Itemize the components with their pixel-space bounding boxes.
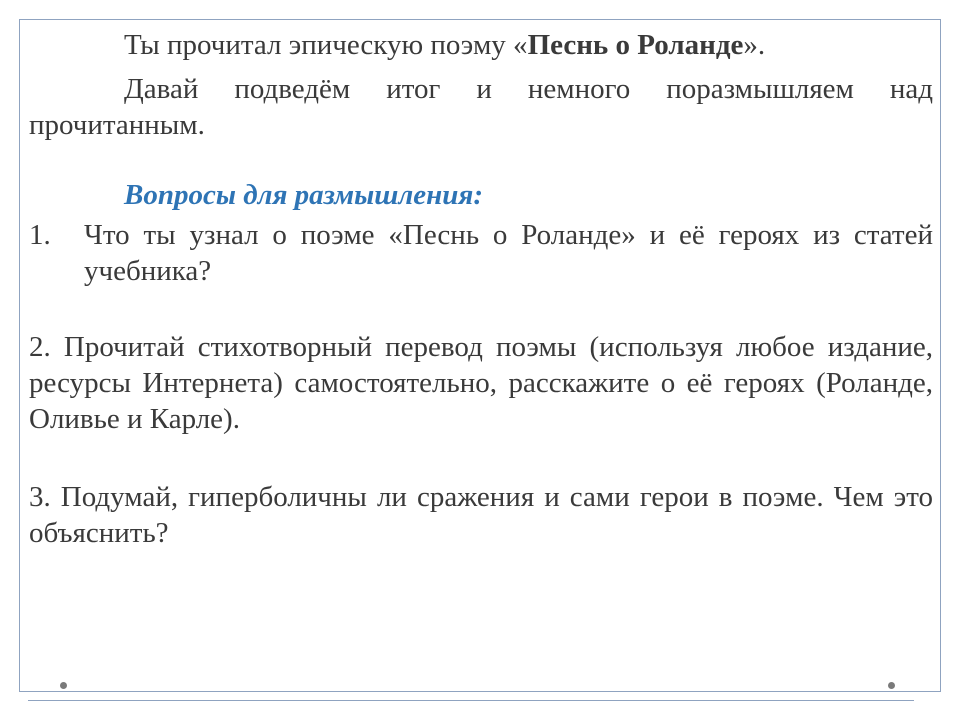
- bottom-divider: [28, 700, 914, 701]
- decorative-dot: [888, 682, 895, 689]
- question-2: 2. Прочитай стихотворный перевод поэмы (используя любое издание, ресурсы Интернета) самостоятельно, расскажите о её героях (Роланде, Оливье и Карле).: [29, 331, 933, 435]
- slide-content: [29, 27, 933, 551]
- questions-heading: Вопросы для размышления:: [124, 179, 483, 211]
- decorative-dot: [60, 682, 67, 689]
- intro-text-end: ».: [743, 29, 766, 61]
- poem-title: Песнь о Роланде: [527, 29, 744, 61]
- question-1: [29, 217, 933, 289]
- question-3: 3. Подумай, гиперболичны ли сражения и сами герои в поэме. Чем это объяснить?: [29, 481, 933, 549]
- question-number: 1.: [29, 219, 51, 251]
- intro-line-2: Давай подведём итог и немного поразмышляем над прочитанным.: [29, 73, 933, 141]
- intro-text: Ты прочитал эпическую поэму «: [124, 29, 528, 61]
- question-text: Что ты узнал о поэме «Песнь о Роланде» и её героях из статей учебника?: [84, 219, 933, 287]
- intro-line-1: [29, 27, 933, 63]
